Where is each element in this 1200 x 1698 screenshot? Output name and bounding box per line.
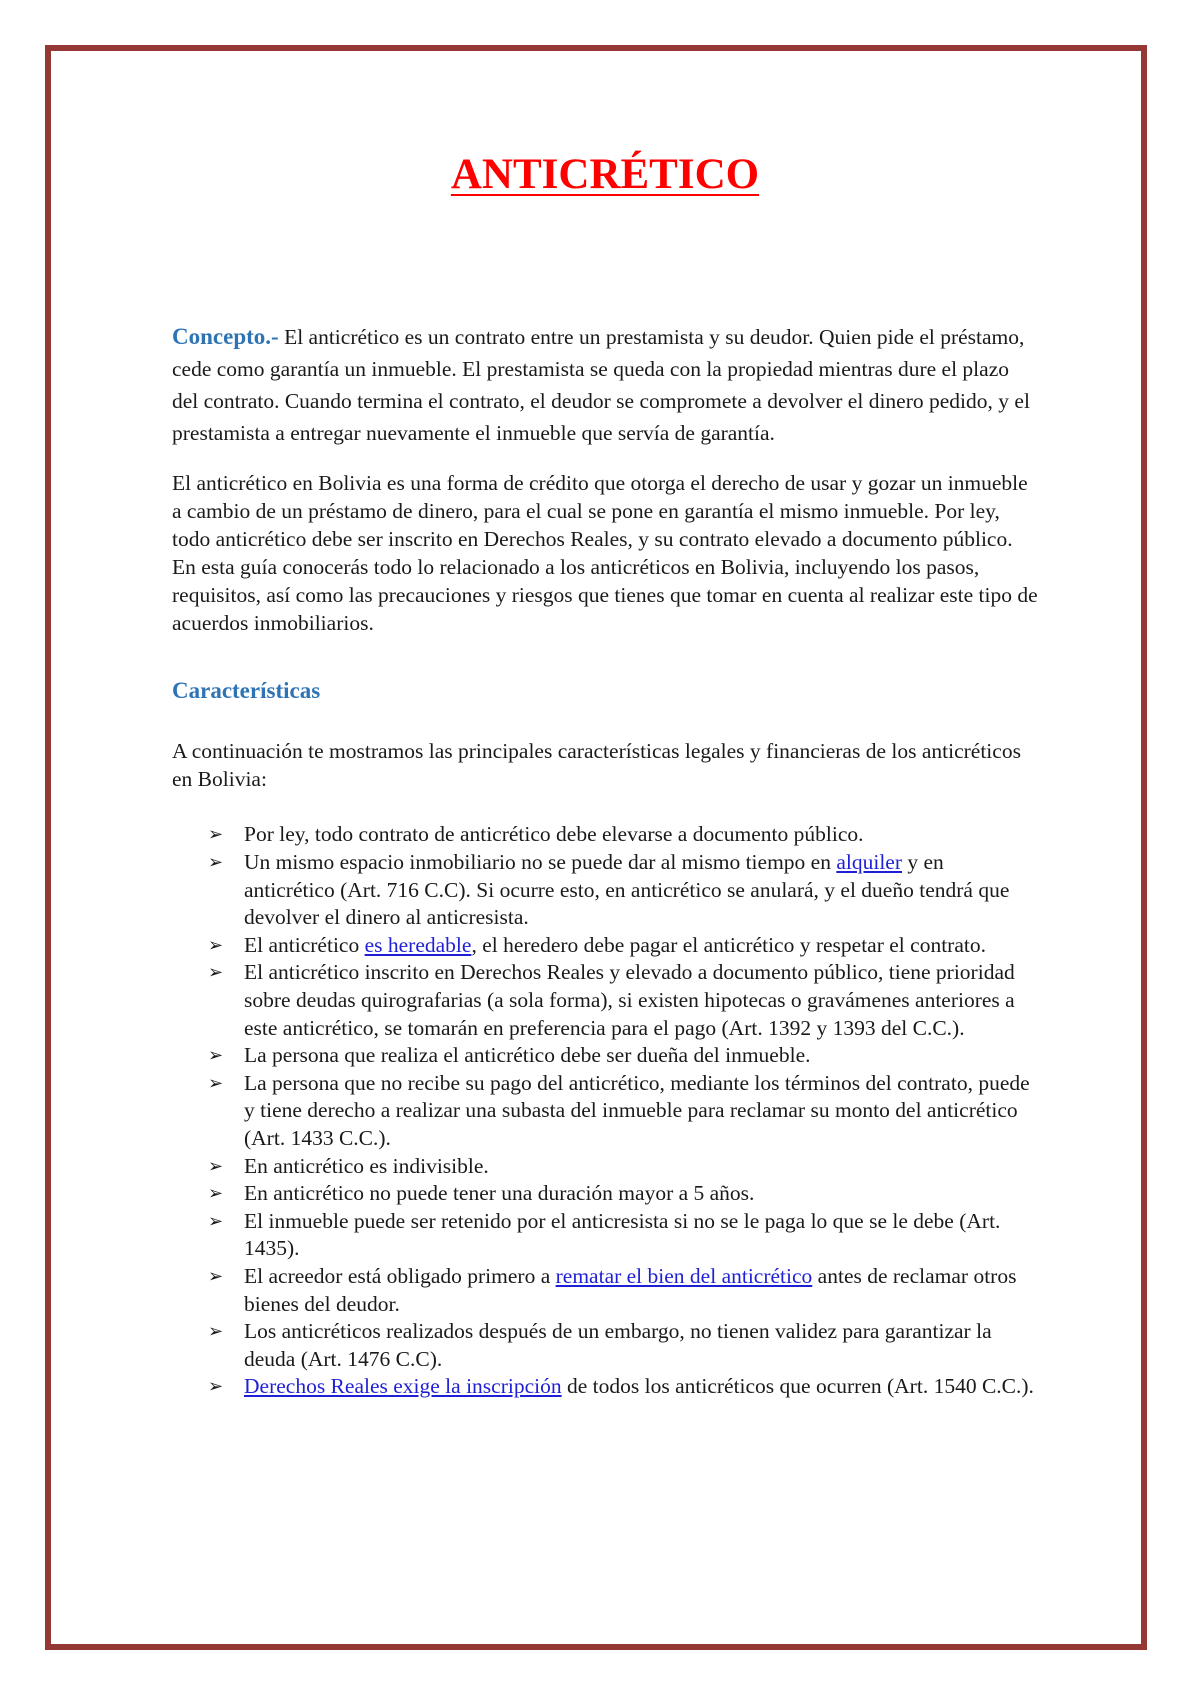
characteristics-list bbox=[172, 821, 1038, 1400]
list-item bbox=[208, 959, 1038, 1042]
list-item-text: El inmueble puede ser retenido por el anticresista si no se le paga lo que se le debe (Art. 1435). bbox=[244, 1208, 1001, 1261]
link-alquiler[interactable]: alquiler bbox=[836, 850, 903, 875]
arrowhead-bullet-icon: ➢ bbox=[208, 1376, 224, 1398]
link-rematar-bien[interactable]: rematar el bien del anticrético bbox=[555, 1263, 813, 1288]
list-item-text: Los anticréticos realizados después de un embargo, no tienen validez para garantizar la deuda (Art. 1476 C.C). bbox=[244, 1319, 992, 1371]
characteristics-intro: A continuación te mostramos las principales características legales y financieras de los anticréticos en Bolivia: bbox=[172, 739, 1021, 792]
list-item-text: antes de reclamar otros bienes del deudor. bbox=[244, 1263, 1017, 1316]
list-item-text: En anticrético es indivisible. bbox=[244, 1153, 489, 1178]
list-item-text: Un mismo espacio inmobiliario no se puede dar al mismo tiempo en bbox=[244, 850, 837, 875]
list-item bbox=[208, 932, 1038, 960]
list-item bbox=[208, 1042, 1038, 1070]
list-item bbox=[208, 1180, 1038, 1208]
link-es-heredable[interactable]: es heredable bbox=[364, 932, 472, 957]
list-item bbox=[208, 1373, 1038, 1401]
list-item bbox=[208, 1318, 1038, 1373]
list-item bbox=[208, 849, 1038, 932]
concept-label: Concepto.- bbox=[172, 324, 279, 350]
list-item bbox=[208, 1070, 1038, 1153]
arrowhead-bullet-icon: ➢ bbox=[208, 1183, 224, 1205]
guide-paragraph: En esta guía conocerás todo lo relacionado a los anticréticos en Bolivia, incluyendo los pasos, requisitos, así como las precauciones y riesgos que tienes que tomar en cuenta al realizar este tipo de acuerdos inmobiliarios. bbox=[172, 555, 1038, 636]
list-item bbox=[208, 821, 1038, 849]
list-item bbox=[208, 1153, 1038, 1181]
list-item-text: La persona que realiza el anticrético debe ser dueña del inmueble. bbox=[244, 1043, 811, 1068]
arrowhead-bullet-icon: ➢ bbox=[208, 1321, 224, 1343]
arrowhead-bullet-icon: ➢ bbox=[208, 824, 224, 846]
list-item-text: de todos los anticréticos que ocurren (Art. 1540 C.C.). bbox=[561, 1374, 1034, 1399]
list-item bbox=[208, 1263, 1038, 1318]
list-item bbox=[208, 1208, 1038, 1263]
list-item-text: En anticrético no puede tener una duración mayor a 5 años. bbox=[244, 1181, 755, 1206]
arrowhead-bullet-icon: ➢ bbox=[208, 1210, 224, 1232]
arrowhead-bullet-icon: ➢ bbox=[208, 1072, 224, 1094]
list-item-text: El anticrético bbox=[244, 932, 365, 957]
arrowhead-bullet-icon: ➢ bbox=[208, 934, 224, 956]
bolivia-paragraph: El anticrético en Bolivia es una forma de crédito que otorga el derecho de usar y gozar un inmueble a cambio de un préstamo de dinero, para el cual se pone en garantía el mismo inmueble. Por ley, todo anticrético debe ser inscrito en Derechos Reales, y su contrato elevado a documento público. bbox=[172, 471, 1028, 552]
arrowhead-bullet-icon: ➢ bbox=[208, 1045, 224, 1067]
list-item-text: , el heredero debe pagar el anticrético y respetar el contrato. bbox=[471, 932, 986, 957]
concept-text: El anticrético es un contrato entre un prestamista y su deudor. Quien pide el préstamo, cede como garantía un inmueble. El prestamista se queda con la propiedad mientras dure el plazo del contrato. Cuando termina el contrato, el deudor se compromete a devolver el dinero pedido, y el prestamista a entregar nuevamente el inmueble que servía de garantía. bbox=[172, 325, 1030, 446]
list-item-text: La persona que no recibe su pago del anticrético, mediante los términos del contrato, puede y tiene derecho a realizar una subasta del inmueble para reclamar su monto del anticrético (Art. 1433 C.C.). bbox=[244, 1070, 1030, 1150]
arrowhead-bullet-icon: ➢ bbox=[208, 852, 224, 874]
list-item-text: El anticrético inscrito en Derechos Reales y elevado a documento público, tiene prioridad sobre deudas quirografarias (a sola forma), si existen hipotecas o gravámenes anteriores a este anticrético, se tomarán en preferencia para el pago (Art. 1392 y 1393 del C.C.). bbox=[244, 960, 1015, 1040]
link-derechos-reales[interactable]: Derechos Reales exige la inscripción bbox=[244, 1374, 562, 1399]
characteristics-heading: Características bbox=[172, 678, 321, 704]
arrowhead-bullet-icon: ➢ bbox=[208, 1265, 224, 1287]
arrowhead-bullet-icon: ➢ bbox=[208, 962, 224, 984]
concept-paragraph bbox=[172, 321, 1038, 449]
arrowhead-bullet-icon: ➢ bbox=[208, 1155, 224, 1177]
list-item-text: El acreedor está obligado primero a bbox=[244, 1263, 556, 1288]
document-body bbox=[172, 150, 1038, 1401]
list-item-text: y en anticrético (Art. 716 C.C). Si ocurre esto, en anticrético se anulará, y el dueño tendrá que devolver el dinero al anticresista. bbox=[244, 850, 1010, 930]
list-item-text: Por ley, todo contrato de anticrético debe elevarse a documento público. bbox=[244, 822, 864, 847]
document-title: ANTICRÉTICO bbox=[450, 151, 760, 198]
